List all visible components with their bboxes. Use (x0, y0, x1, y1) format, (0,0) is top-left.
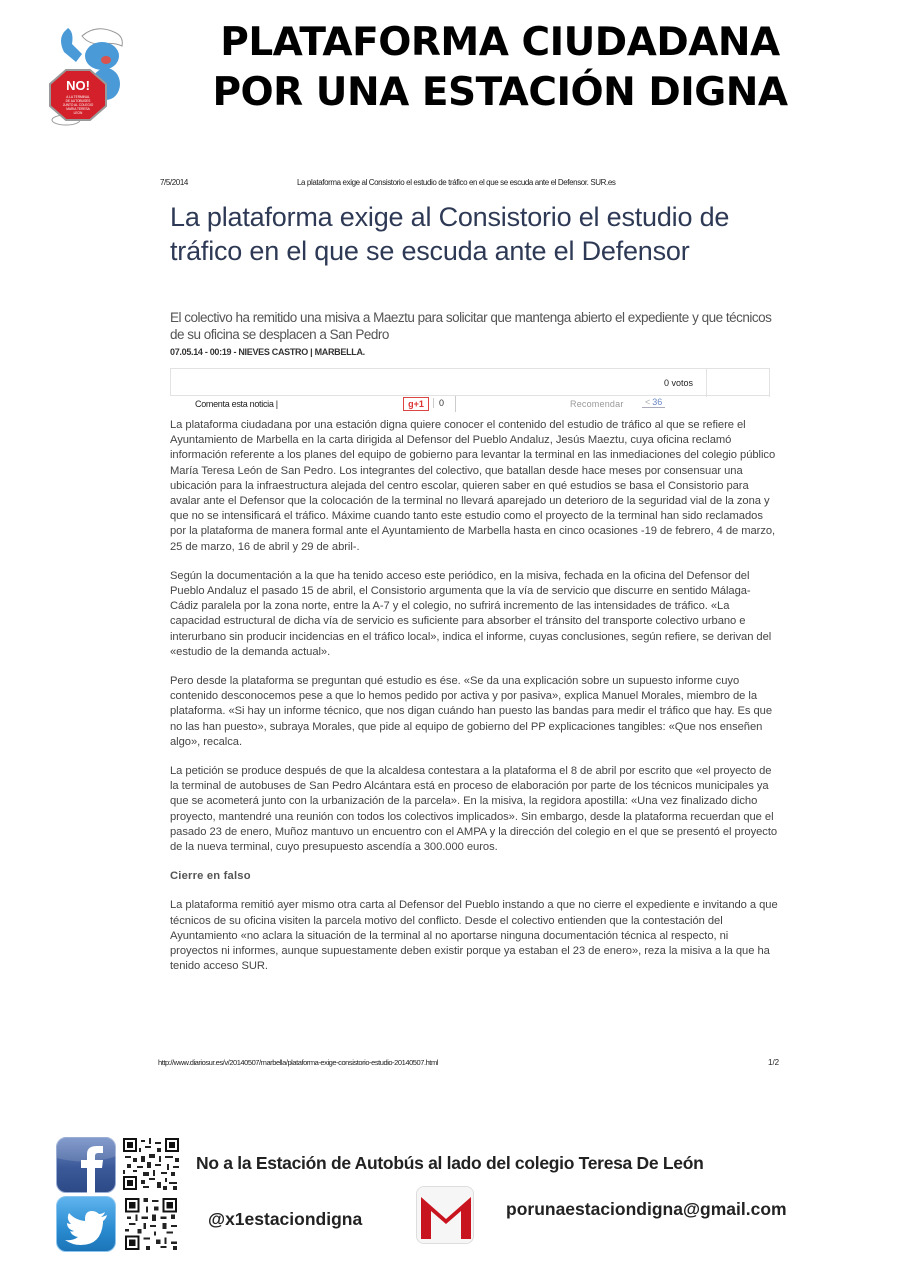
article-paragraph: La plataforma ciudadana por una estación digna quiere conocer el contenido del estudio de tráfico al que se refiere el Ayuntamiento de Marbella en la carta dirigida al Defensor del Pueblo Andaluz, Jesús Maeztu, cuya oficina reclamó información referente a los planes del equipo de gobierno para levantar la terminal en las inmediaciones del colegio público María Teresa León de San Pedro. Los integrantes del colectivo, que batallan desde hace meses por consensuar una ubicación para la infraestructura alejada del centro escolar, quieren saber en qué estudios se basa el Consistorio para avalar ante el Defensor que la colocación de la terminal no llevará aparejado un deterioro de la seguridad vial de la zona y que no se intensificará el tráfico. Máxime cuando tanto este estudio como el proyecto de la terminal han sido reclamados por la plataforma de manera formal ante el Ayuntamiento de Marbella hasta en cinco ocasiones -19 de febrero, 4 de marzo, 25 de marzo, 16 de abril y 29 de abril-. (170, 419, 776, 553)
title-line-2: POR UNA ESTACIÓN DIGNA (212, 70, 788, 115)
article-paragraph: La plataforma remitió ayer mismo otra carta al Defensor del Pueblo instando a que no cierre el expediente e invitando a que técnicos de su oficina visiten la parcela motivo del conflicto. Desde el colectivo entienden que la contestación del Ayuntamiento «no aclara la situación de la terminal al no aportarse ninguna documentación técnica al respecto, ni proyectos ni informes, aunque supuestamente deben existir porque ya estaban el 23 de enero», reza la misiva a la que ha tenido acceso SUR. (170, 899, 778, 973)
svg-text:DE AUTOBUSES: DE AUTOBUSES (65, 99, 91, 103)
recommend-count: < 36 (642, 397, 665, 408)
title-line-1: PLATAFORMA CIUDADANA (220, 20, 780, 65)
article-byline: 07.05.14 - 00:19 - NIEVES CASTRO | MARBELLA. (170, 347, 365, 357)
page-title (180, 18, 820, 118)
svg-text:NO!: NO! (66, 78, 90, 93)
rating-box (170, 368, 770, 396)
divider (455, 396, 456, 412)
svg-text:LEON: LEON (73, 111, 83, 115)
print-url: http://www.diariosur.es/v/20140507/marbella/plataforma-exige-consistorio-estudio-20140507.html (158, 1058, 438, 1067)
divider (769, 369, 770, 397)
votes-count: 0 votos (664, 378, 694, 388)
svg-text:JUNTO AL COLEGIO: JUNTO AL COLEGIO (62, 103, 94, 107)
divider (706, 369, 707, 397)
google-plus-button[interactable]: g+1 (403, 397, 429, 411)
print-page-title: La plataforma exige al Consistorio el estudio de tráfico en el que se escuda ante el Defensor. SUR.es (297, 178, 616, 187)
smurf-stop-sign-logo-icon (44, 22, 134, 130)
print-page-number: 1/2 (768, 1058, 780, 1067)
facebook-icon[interactable] (56, 1137, 116, 1193)
article-paragraph: Pero desde la plataforma se preguntan qué estudio es ése. «Se da una explicación sobre un supuesto informe cuyo contenido desconocemos pese a que lo hemos pedido por activa y por pasiva», explica Manuel Morales, miembro de la plataforma. «Si hay un informe técnico, que nos digan cuándo han puesto las bandas para medir el tráfico que hay. Es que no las han puesto», subraya Morales, que pide al equipo de gobierno del PP explicaciones tangibles: «Que nos enseñen algo», recalca. (170, 675, 773, 748)
article-paragraph: La petición se produce después de que la alcaldesa contestara a la plataforma el 8 de abril por escrito que «el proyecto de la terminal de autobuses de San Pedro Alcántara está en proceso de elaboración por parte de los técnicos municipales ya que se acometerá junto con la urbanización de la parcela». En la misiva, la regidora apostilla: «Una vez finalizado dicho proyecto, mantendré una reunión con todos los colectivos implicados». Sin embargo, desde la plataforma recuerdan que el pasado 23 de enero, Muñoz mantuvo un encuentro con el AMPA y la dirección del colegio en el que se presentó el proyecto de la nueva terminal, cuyo presupuesto ascendía a 300.000 euros. (170, 765, 778, 854)
social-share-row (170, 396, 770, 414)
twitter-icon[interactable] (56, 1196, 116, 1252)
gmail-icon[interactable] (416, 1186, 474, 1244)
twitter-handle[interactable]: @x1estaciondigna (208, 1209, 363, 1229)
section-heading: Cierre en falso (170, 870, 251, 883)
article-subheadline: El colectivo ha remitido una misiva a Maeztu para solicitar que mantenga abierto el expediente y que técnicos de su oficina se desplacen a San Pedro (170, 310, 772, 342)
svg-text:A LA TERMINAL: A LA TERMINAL (66, 95, 90, 99)
article-body (170, 418, 778, 989)
article-headline: La plataforma exige al Consistorio el estudio de tráfico en el que se escuda ante el Defensor (170, 202, 730, 266)
svg-text:MARIA TERESA: MARIA TERESA (66, 107, 90, 111)
qr-code-icon (123, 1138, 179, 1190)
recommend-button[interactable]: Recomendar (570, 399, 624, 409)
contact-email[interactable]: porunaestaciondigna@gmail.com (506, 1199, 787, 1219)
footer-slogan: No a la Estación de Autobús al lado del colegio Teresa De León (196, 1153, 704, 1173)
print-date: 7/5/2014 (160, 178, 188, 187)
google-plus-count: 0 (433, 398, 444, 408)
article-paragraph: Según la documentación a la que ha tenido acceso este periódico, en la misiva, fechada en la oficina del Defensor del Pueblo Andaluz el pasado 15 de abril, el Consistorio argumenta que la vía de servicio que discurre en sentido Málaga-Cádiz paralela por la zona norte, entre la A-7 y el colegio, no sufrirá incremento de las intensidades de tráfico. «La capacidad estructural de dicha vía de servicio es suficiente para absorber el tránsito del transporte colectivo urbano e interurbano sin producir incidencias en el tráfico local», indica el informe, cuyas conclusiones, según refiere, se derivan del «estudio de la demanda actual». (170, 569, 772, 658)
comment-link[interactable]: Comenta esta noticia | (195, 399, 278, 409)
qr-code-icon (123, 1198, 179, 1250)
